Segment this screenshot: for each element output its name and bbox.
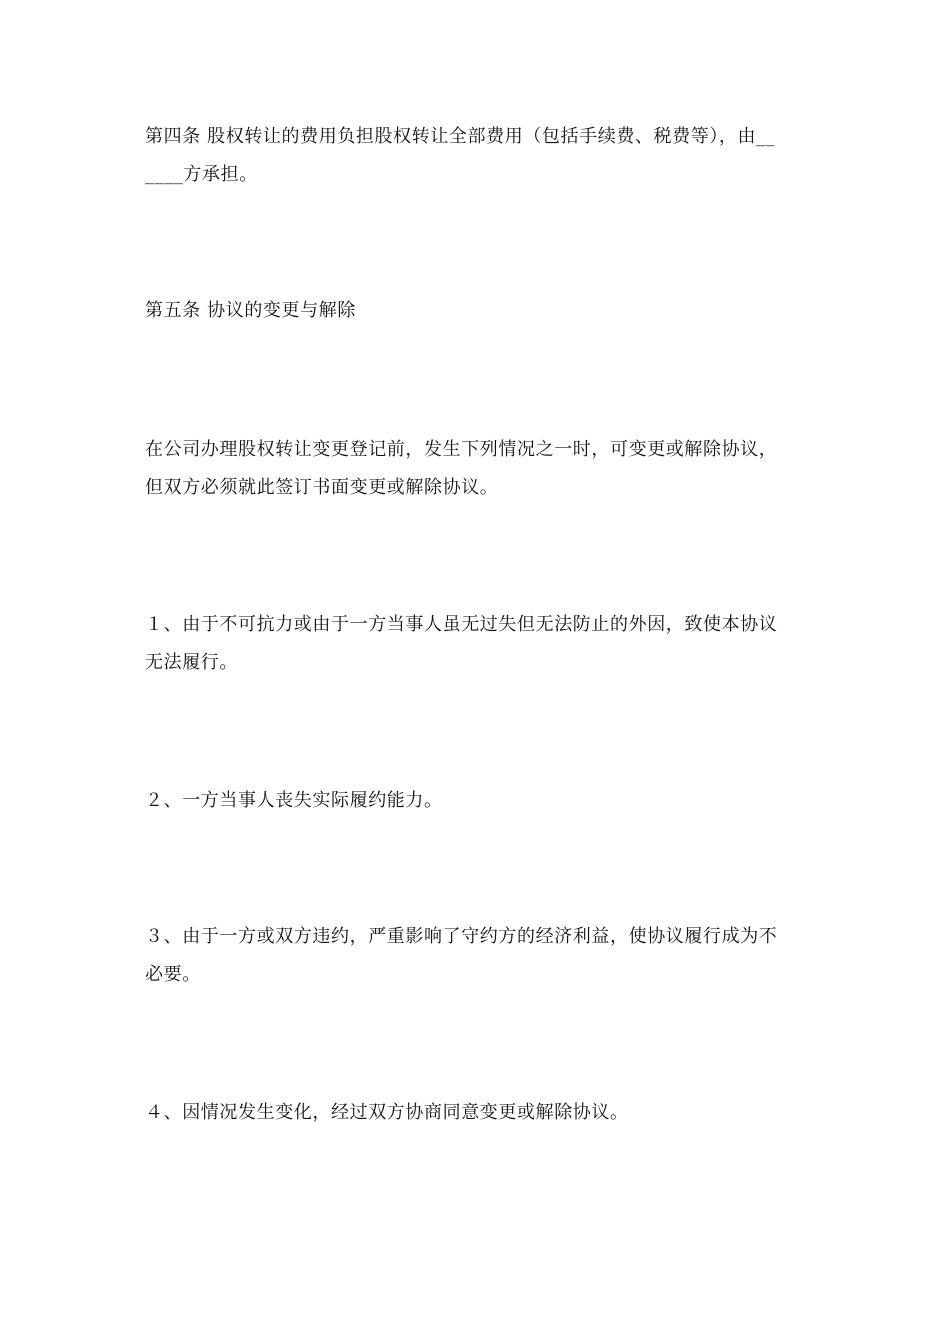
- item-4-line-1: ４、因情况发生变化，经过双方协商同意变更或解除协议。: [145, 1102, 629, 1123]
- item-3-line-2: 必要。: [145, 964, 201, 985]
- item-2-line-1: ２、一方当事人丧失实际履约能力。: [145, 790, 443, 811]
- item-3-line-1: ３、由于一方或双方违约，严重影响了守约方的经济利益，使协议履行成为不: [145, 926, 778, 947]
- intro-line-1: 在公司办理股权转让变更登记前，发生下列情况之一时，可变更或解除协议，: [145, 439, 778, 460]
- article-4-line-1: 第四条 股权转让的费用负担股权转让全部费用（包括手续费、税费等），由__: [145, 126, 776, 147]
- item-1-line-1: １、由于不可抗力或由于一方当事人虽无过失但无法防止的外因，致使本协议: [145, 614, 778, 635]
- article-4-line-2: ____方承担。: [145, 164, 258, 185]
- intro-line-2: 但双方必须就此签订书面变更或解除协议。: [145, 477, 499, 498]
- article-5-heading: 第五条 协议的变更与解除: [145, 300, 356, 321]
- item-1-line-2: 无法履行。: [145, 652, 238, 673]
